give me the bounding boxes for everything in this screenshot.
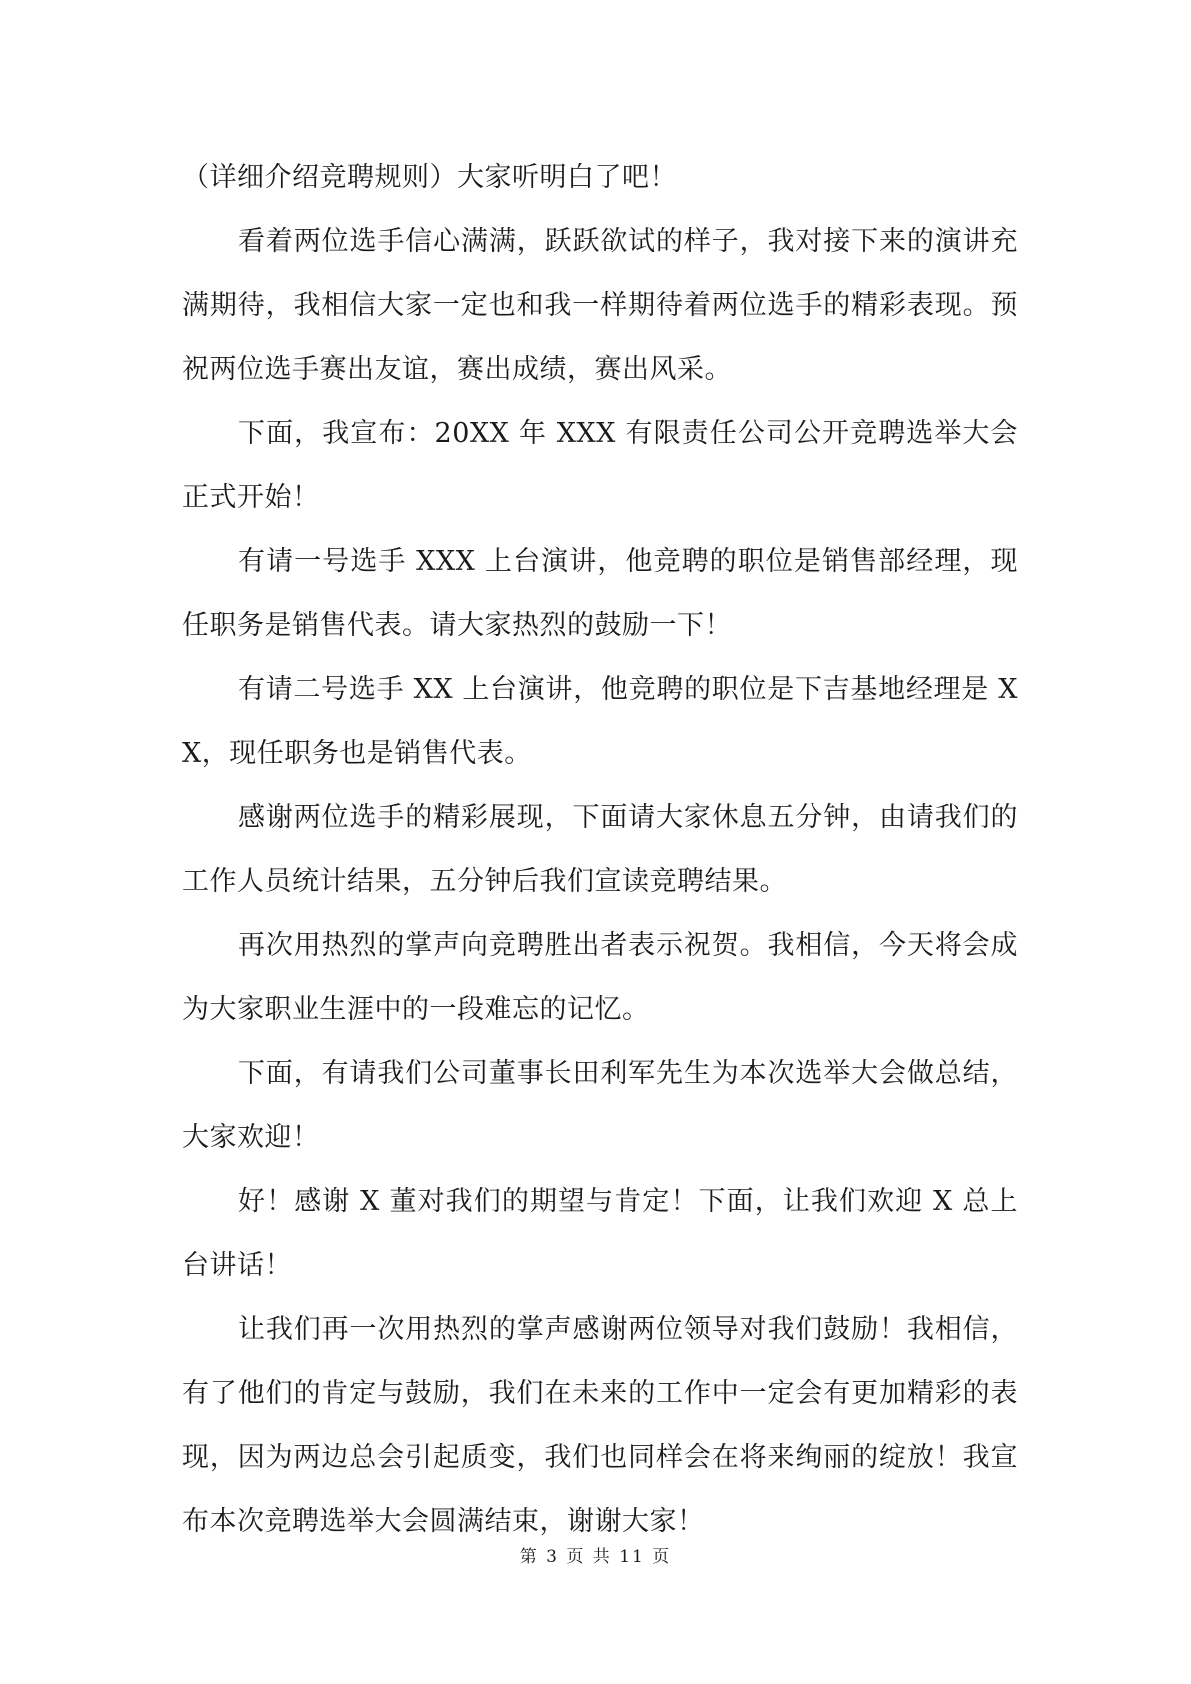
paragraph-manager-speech: 好！感谢 X 董对我们的期望与肯定！下面，让我们欢迎 X 总上台讲话！: [182, 1186, 1018, 1281]
paragraph-contestant-one: 有请一号选手 XXX 上台演讲，他竞聘的职位是销售部经理，现任职务是销售代表。请大家热烈的鼓励一下！: [182, 546, 1018, 641]
paragraph-contestant-two: 有请二号选手 XX 上台演讲，他竞聘的职位是下吉基地经理是 XX，现任职务也是销售代表。: [182, 674, 1018, 769]
paragraph-closing: 让我们再一次用热烈的掌声感谢两位领导对我们鼓励！我相信，有了他们的肯定与鼓励，我们在未来的工作中一定会有更加精彩的表现，因为两边总会引起质变，我们也同样会在将来绚丽的绽放！我宣布本次竞聘选举大会圆满结束，谢谢大家！: [182, 1314, 1018, 1537]
document-body: [182, 146, 1018, 1554]
page-number-footer: 第 3 页 共 11 页: [519, 1547, 672, 1567]
paragraph-rules-intro: （详细介绍竞聘规则）大家听明白了吧！: [182, 162, 677, 193]
paragraph-break-and-count: 感谢两位选手的精彩展现，下面请大家休息五分钟，由请我们的工作人员统计结果，五分钟后我们宣读竞聘结果。: [182, 802, 1018, 897]
paragraph-congratulations: 再次用热烈的掌声向竞聘胜出者表示祝贺。我相信，今天将会成为大家职业生涯中的一段难忘的记忆。: [182, 930, 1018, 1025]
paragraph-chairman-summary: 下面，有请我们公司董事长田利军先生为本次选举大会做总结，大家欢迎！: [182, 1058, 1018, 1153]
paragraph-opening-announcement: 下面，我宣布：20XX 年 XXX 有限责任公司公开竞聘选举大会正式开始！: [182, 418, 1018, 513]
paragraph-expectation: 看着两位选手信心满满，跃跃欲试的样子，我对接下来的演讲充满期待，我相信大家一定也和我一样期待着两位选手的精彩表现。预祝两位选手赛出友谊，赛出成绩，赛出风采。: [182, 226, 1018, 385]
